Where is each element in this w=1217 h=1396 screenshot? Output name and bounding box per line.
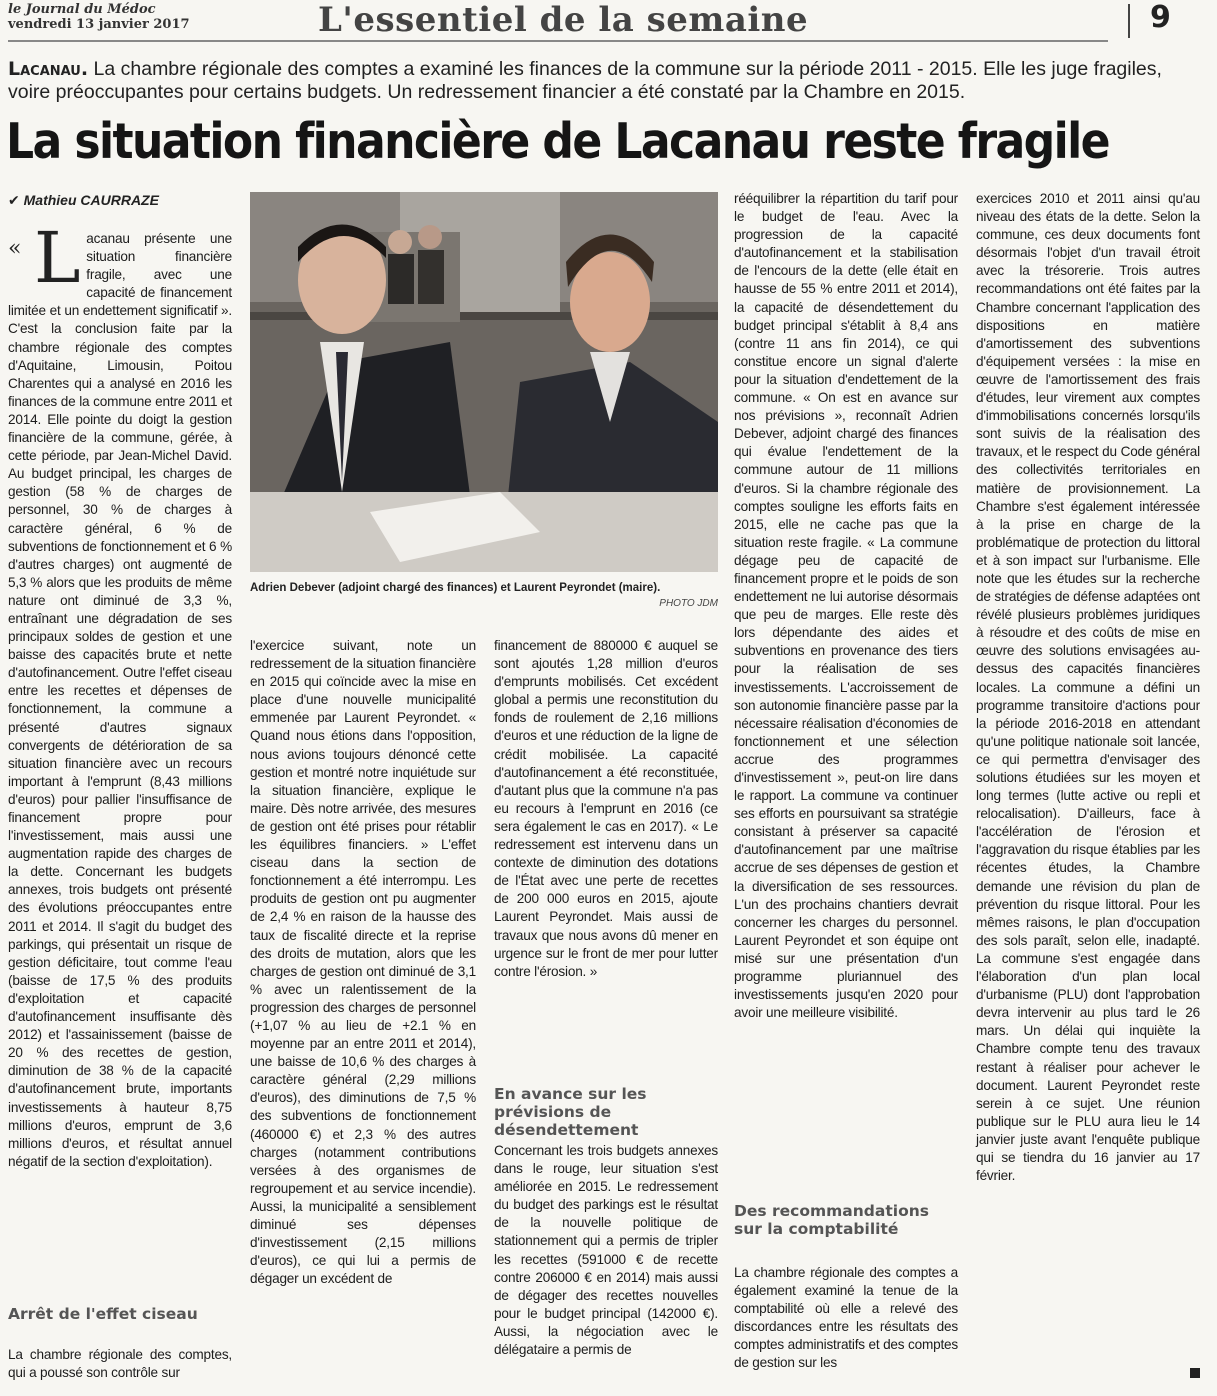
dropcap: L [34, 217, 81, 299]
column-1-text: acanau présente une situation financière fragile, avec une capacité de financement limitée et un endettement significatif ». C'est la conclusion faite par la chambre régionale des comptes d'Aquitaine, Limousin, Poitou Charentes qui a analysé en 2016 les finances de la commune entre 2011 et 2014. Elle pointe du doigt la gestion financière de la commune, gérée, à cette période, par Jean-Michel David. Au budget principal, les charges de gestion (58 % de charges de personnel, 30 % de charges à caractère général, 6 % de subventions de fonctionnement et 6 % d'autres charges) ont augmenté de 5,3 % alors que les produits de même nature ont diminué de 3,3 %, entraînant une dégradation de ses principaux soldes de gestion et une baisse des capacités brute et nette d'autofinancement. Outre l'effet ciseau entre les recettes et dépenses de fonctionnement, la commune a présenté d'autres signaux convergents de détérioration de sa situation financière avec un recours important à l'emprunt (8,43 millions d'euros) pour pallier l'insuffisance de financement propre pour l'investissement, mais aussi une augmentation rapide des charges de la dette. Concernant les budgets annexes, trois budgets ont présenté des évolutions préoccupantes entre 2011 et 2014. Il s'agit du budget des parkings, qui présentait un risque de gestion déficitaire, tout comme l'eau (baisse de 17,5 % des produits d'exploitation et capacité d'autofinancement insuffisante dès 2012) et l'assainissement (baisse de 20 % des recettes de gestion, diminution de 38 % de la capacité d'autofinancement brute, importants investissements à hauteur 8,75 millions d'euros, emprunt de 3,6 millions d'euros, et résultat annuel négatif de la section d'exploitation). [8, 231, 232, 1169]
intro-text: La chambre régionale des comptes a examiné les finances de la commune sur la période 2011 - 2015. Elle les juge fragiles, voire préoccupantes pour certains budgets. Un redressement financier a été constaté par la Chambre en 2015. [8, 58, 1162, 103]
column-3: financement de 880000 € auquel se sont ajoutés 1,28 million d'euros d'emprunts mobilisés. Cet excédent global a permis une reconstitution du fonds de roulement de 2,16 millions d'euros et une réduction de la ligne de crédit mobilisée. La capacité d'autofinancement a été reconstituée, d'autant plus que la commune n'a pas eu recours à l'emprunt en 2016 (ce sera également le cas en 2017). « Le redressement est intervenu dans un contexte de diminution des dotations de l'État avec une perte de recettes de 200 000 euros en 2015, ajoute Laurent Peyrondet. Mais aussi de travaux que nous avons dû mener en urgence sur le front de mer pour lutter contre l'érosion. » [494, 638, 718, 979]
photo-credit: PHOTO JDM [659, 598, 718, 609]
byline: ✔ Mathieu CAURRAZE [8, 192, 159, 208]
subhead-arret-effet-ciseau: Arrêt de l'effet ciseau [8, 1305, 198, 1323]
paper-name: le Journal du Médoc [8, 2, 156, 17]
column-1 [8, 217, 232, 1171]
subhead-recommandations: Des recommandations sur la comptabilité [734, 1202, 929, 1238]
section-title: L'essentiel de la semaine [318, 0, 809, 40]
opening-quote: « [8, 236, 22, 261]
column-4: rééquilibrer la répartition du tarif pour le budget de l'eau. Avec la progression de la capacité d'autofinancement et la stabilisation de l'encours de la dette (elle était en hausse de 55 % entre 2011 et 2014), la capacité de désendettement du budget principal s'établit à 8,4 ans (contre 11 ans fin 2014), ce qui constitue encore un signal d'alerte pour la situation d'endettement de la commune. « On est en avance sur nos prévisions », reconnaît Adrien Debever, adjoint chargé des finances qui évalue l'endettement de la commune autour de 11 millions d'euros. Si la chambre régionale des comptes souligne les efforts faits en 2015, elle ne cache pas que la situation reste fragile. « La commune dégage peu de capacité de financement propre et le poids de son endettement ne lui autorise désormais que peu de marges. Elle reste dès lors dépendante des aides et subventions en provenance des tiers pour la réalisation de ses investissements. L'accroissement de son autonomie financière passe par la nécessaire réalisation d'économies de fonctionnement et une sélection accrue des programmes d'investissement », peut-on lire dans le rapport. La commune va continuer ses efforts en poursuivant sa stratégie consistant à préserver sa capacité d'autofinancement par une maîtrise accrue de ses dépenses de gestion et la diversification de ses ressources. L'un des prochains chantiers devrait concerner les charges du personnel. Laurent Peyrondet et son équipe ont misé sur une présentation d'un programme pluriannuel des investissements jusqu'en 2020 pour avoir une meilleure visibilité. [734, 191, 958, 1021]
column-1-end: La chambre régionale des comptes, qui a poussé son contrôle sur [8, 1347, 232, 1381]
page-number: 9 [1150, 0, 1171, 35]
masthead-divider [1128, 4, 1130, 38]
photo-illustration [250, 192, 718, 572]
column-5: exercices 2010 et 2011 ainsi qu'au niveau des états de la dette. Selon la commune, ces deux documents font désormais l'objet d'un travail étroit avec la trésorerie. Trois autres recommandations ont été faites par la Chambre concernant l'application des dispositions en matière d'amortissement des subventions d'équipement versées : la mise en œuvre de l'amortissement des frais d'études, leur virement aux comptes d'immobilisations concernés lorsqu'ils sont suivis de la réalisation des travaux, et le respect du Code général des collectivités territoriales en matière de provisionnement. La Chambre s'est également intéressée à la prise en charge de la problématique de protection du littoral et à son impact sur l'urbanisme. Elle note que les études sur la recherche de stratégies de défense adaptées ont révélé plusieurs problèmes juridiques à résoudre et des coûts de mise en œuvre des solutions envisagées au-dessus des capacités financières locales. La commune a défini un programme transitoire d'actions pour la période 2016-2018 en attendant qu'une politique nationale soit lancée, ce qui permettra d'envisager des solutions étudiées sur les moyen et long termes (lutte active ou repli et relocalisation). D'ailleurs, face à l'accélération de l'érosion et l'aggravation du risque établies par les récentes études, la Chambre demande une révision du plan de prévention du risque littoral. Pour les mêmes raisons, le plan d'occupation des sols paraît, selon elle, inadapté. La commune s'est engagée dans l'élaboration d'un plan local d'urbanisme (PLU) dont l'approbation devra intervenir au plus tard le 26 mars. Un délai qui inquiète la Chambre compte tenu des travaux restant à réaliser pour achever le document. Laurent Peyrondet reste serein à ce sujet. Une réunion publique sur le PLU aura lieu le 14 janvier juste avant l'enquête publique qui se tiendra du 16 janvier au 17 février. [976, 191, 1200, 1184]
article-headline: La situation financière de Lacanau reste fragile [6, 113, 1109, 170]
column-2: l'exercice suivant, note un redressement de la situation financière en 2015 qui coïncide avec la mise en place d'une nouvelle municipalité emmenée par Laurent Peyrondet. « Quand nous étions dans l'opposition, nous avions toujours dénoncé cette gestion et montré notre inquiétude sur la situation financière, explique le maire. Dès notre arrivée, des mesures de gestion ont été prises pour rétablir les équilibres financiers. » L'effet ciseau dans la section de fonctionnement a été interrompu. Les produits de gestion ont pu augmenter de 2,4 % en raison de la hausse des taux de fiscalité directe et la reprise des droits de mutation, alors que les charges de gestion ont diminué de 3,1 % avec un ralentissement de la progression des charges de personnel (+1,07 % au lieu de +2.1 % en moyenne par an entre 2011 et 2014), une baisse de 10,6 % des charges à caractère général (2,29 millions d'euros), des diminutions de 7,5 % des subventions de fonctionnement (460000 €) et 2,3 % des autres charges (notamment contributions versées à des organismes de regroupement et au service incendie). Aussi, la municipalité a sensiblement diminué ses dépenses d'investissement (2,15 millions d'euros), ce qui lui a permis de dégager un excédent de [250, 638, 476, 1287]
intro-location: Lacanau. [8, 58, 89, 80]
photo-caption: Adrien Debever (adjoint chargé des finances) et Laurent Peyrondet (maire). [250, 582, 661, 594]
issue-date: vendredi 13 janvier 2017 [8, 17, 190, 32]
column-4-end: La chambre régionale des comptes a également examiné la tenue de la comptabilité où elle a relevé des discordances entre les résultats des comptes administratifs et des comptes de gestion sur les [734, 1265, 958, 1371]
article-intro [8, 58, 1198, 104]
masthead-rule [8, 40, 1108, 42]
masthead-info [8, 2, 190, 32]
article-end-mark [1190, 1368, 1200, 1378]
subhead-en-avance: En avance sur les prévisions de désendettement [494, 1085, 647, 1139]
column-3-end: Concernant les trois budgets annexes dans le rouge, leur situation s'est améliorée en 2015. Le redressement du budget des parkings est le résultat de la nouvelle politique de stationnement qui a permis de tripler les recettes (591000 € de recette contre 206000 € en 2014) mais aussi de dégager des recettes nouvelles pour le budget principal (142000 €). Aussi, la négociation avec le délégataire a permis de [494, 1143, 718, 1358]
article-photo [250, 192, 718, 572]
